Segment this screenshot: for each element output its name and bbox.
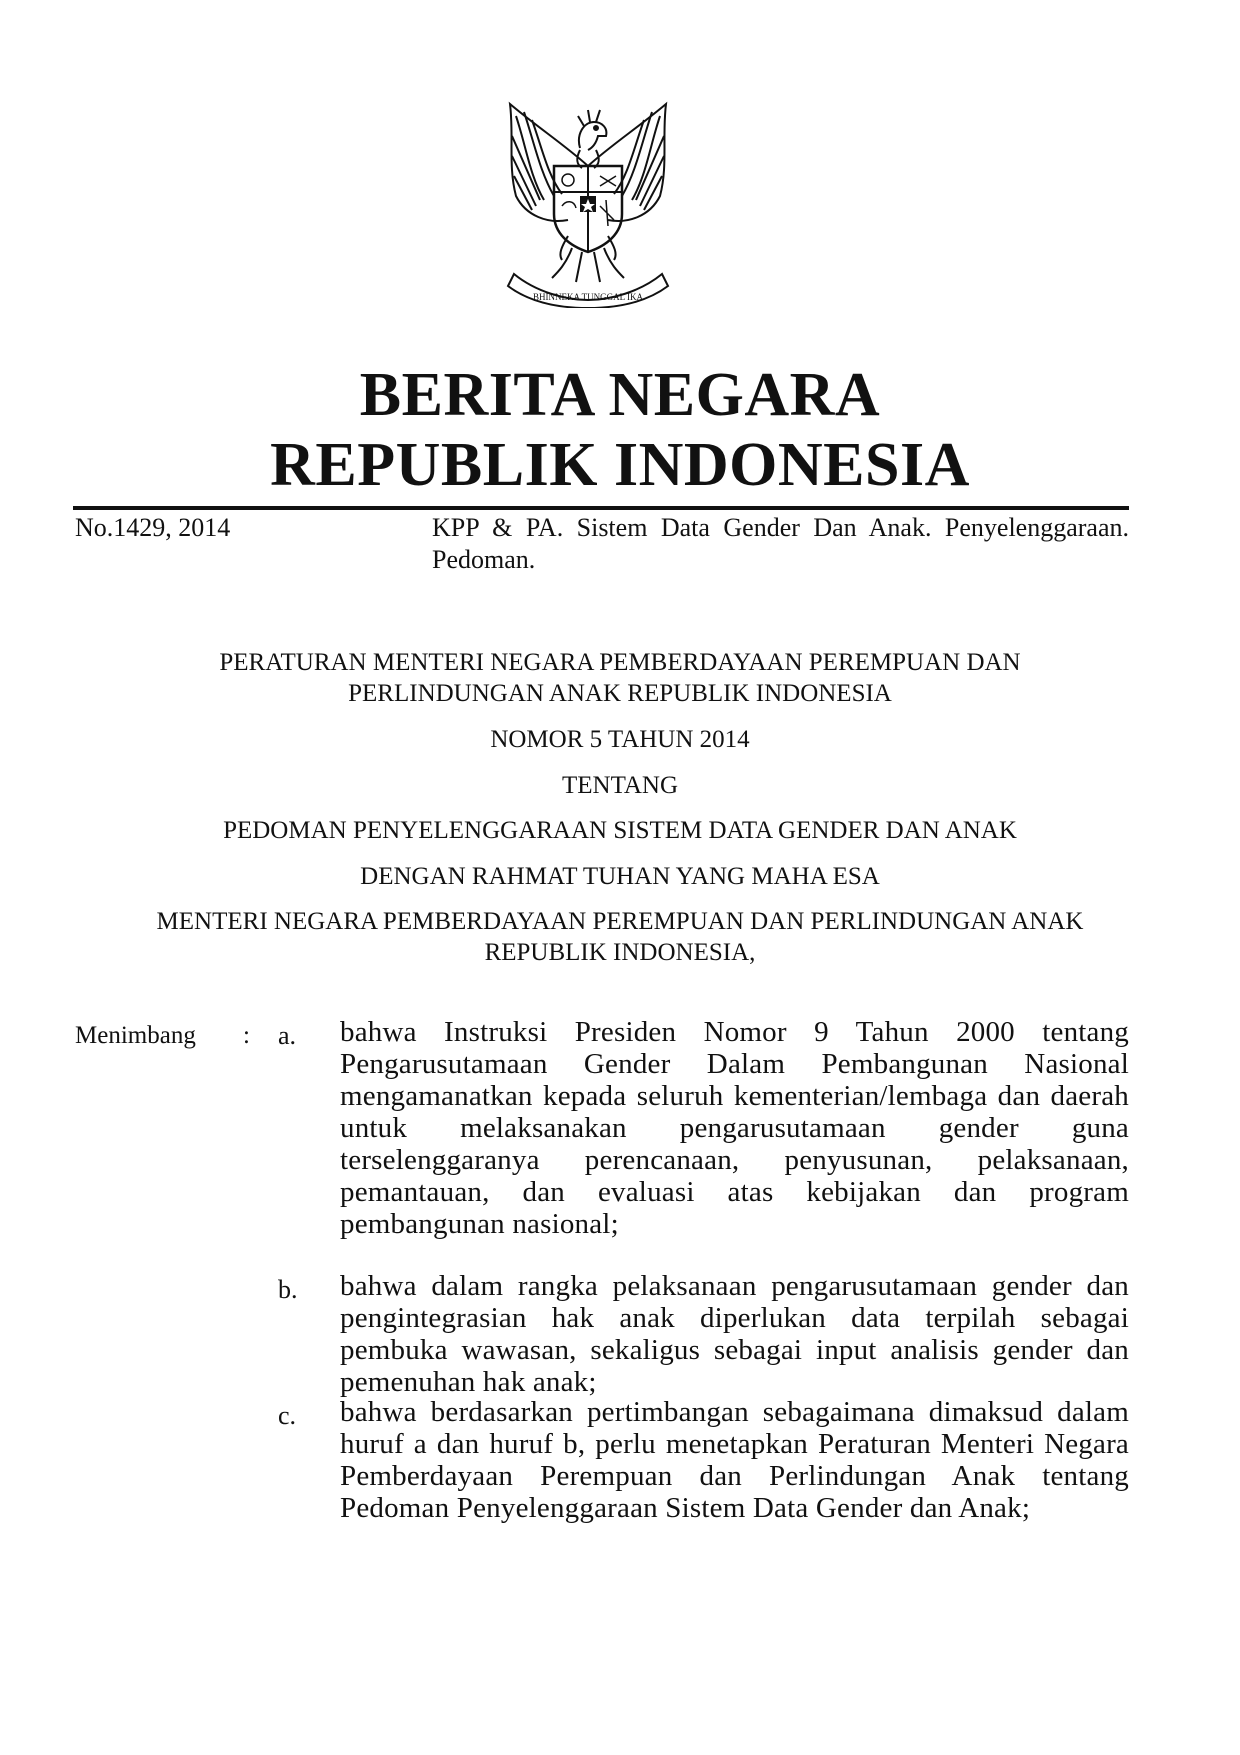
regulation-issuer-line-1: MENTERI NEGARA PEMBERDAYAAN PEREMPUAN DAN PERLINDUNGAN ANAK [156, 908, 1084, 935]
issue-subject: KPP & PA. Sistem Data Gender Dan Anak. Penyelenggaraan. Pedoman. [432, 513, 1129, 574]
consideration-text-b: bahwa dalam rangka pelaksanaan pengarusutamaan gender dan pengintegrasian hak anak diperlukan data terpilah sebagai pembuka wawasan, sekaligus sebagai input analisis gender dan pemenuhan hak anak; [340, 1270, 1129, 1398]
regulation-about: TENTANG [561, 772, 679, 799]
regulation-number: NOMOR 5 TAHUN 2014 [490, 726, 750, 753]
consideration-letter-b: b. [278, 1275, 298, 1304]
regulation-title-line-2: PERLINDUNGAN ANAK REPUBLIK INDONESIA [348, 680, 892, 707]
regulation-invocation: DENGAN RAHMAT TUHAN YANG MAHA ESA [360, 863, 880, 890]
regulation-subject: PEDOMAN PENYELENGGARAAN SISTEM DATA GENDER DAN ANAK [223, 817, 1017, 844]
masthead [0, 360, 1240, 500]
svg-text:BHINNEKA TUNGGAL IKA: BHINNEKA TUNGGAL IKA [533, 292, 643, 302]
garuda-pancasila-emblem [496, 96, 680, 308]
regulation-issuer-line-2: REPUBLIK INDONESIA, [484, 939, 756, 966]
consideration-letter-a: a. [278, 1021, 297, 1050]
masthead-line-2: REPUBLIK INDONESIA [270, 431, 970, 499]
consideration-letter-c: c. [278, 1401, 297, 1430]
masthead-line-1: BERITA NEGARA [359, 361, 881, 429]
consideration-text-c: bahwa berdasarkan pertimbangan sebagaimana dimaksud dalam huruf a dan huruf b, perlu menetapkan Peraturan Menteri Negara Pemberdayaan Perempuan dan Perlindungan Anak tentang Pedoman Penyelenggaraan Sistem Data Gender dan Anak; [340, 1396, 1129, 1524]
masthead-rule [73, 506, 1129, 510]
consideration-text-a: bahwa Instruksi Presiden Nomor 9 Tahun 2000 tentang Pengarusutamaan Gender Dalam Pembangunan Nasional mengamanatkan kepada seluruh kementerian/lembaga dan daerah untuk melaksanakan pengarusutamaan gender guna terselenggaranya perencanaan, penyusunan, pelaksanaan, pemantauan, dan evaluasi atas kebijakan dan program pembangunan nasional; [340, 1016, 1129, 1240]
regulation-title-line-1: PERATURAN MENTERI NEGARA PEMBERDAYAAN PEREMPUAN DAN [219, 649, 1021, 676]
considerations-colon: : [243, 1022, 250, 1049]
considerations-label: Menimbang [75, 1022, 196, 1049]
issue-number: No.1429, 2014 [75, 513, 231, 542]
